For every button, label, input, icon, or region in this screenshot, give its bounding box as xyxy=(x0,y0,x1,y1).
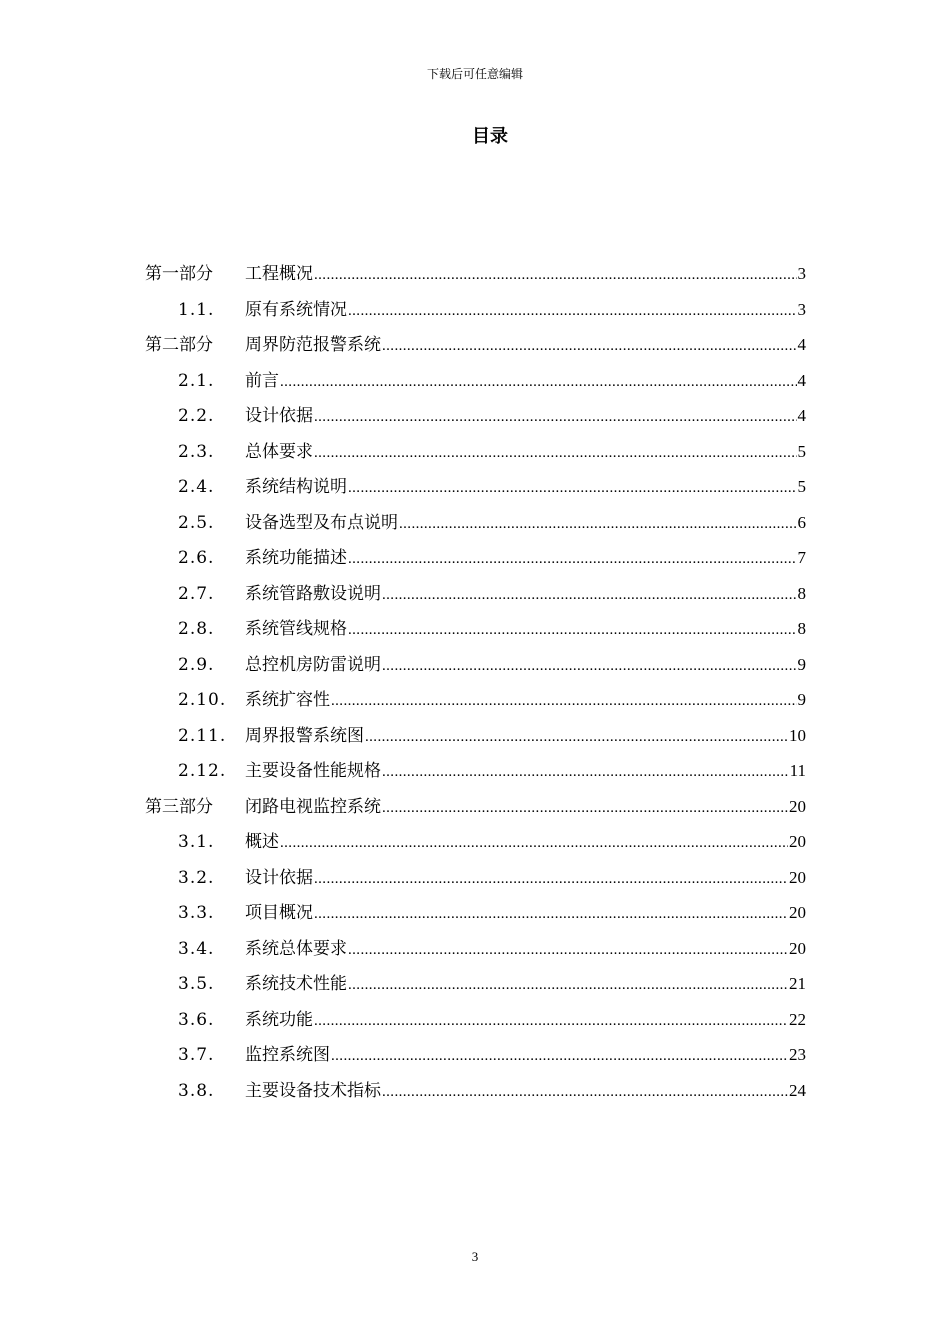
toc-entry-line xyxy=(245,831,806,854)
toc-dot-leader xyxy=(399,513,797,535)
toc-dot-leader xyxy=(382,655,797,677)
toc-entry-page: 4 xyxy=(797,406,806,425)
toc-entry-page: 9 xyxy=(797,654,806,674)
toc-dot-leader xyxy=(280,832,788,854)
table-of-contents xyxy=(0,257,950,1109)
toc-entry-page: 23 xyxy=(789,1045,806,1064)
toc-entry[interactable] xyxy=(0,577,950,613)
toc-entry[interactable] xyxy=(0,1003,950,1039)
toc-entry-page: 9 xyxy=(797,690,806,709)
toc-entry-line xyxy=(245,867,806,890)
toc-entry-page: 3 xyxy=(797,264,806,283)
toc-entry[interactable] xyxy=(0,967,950,1003)
toc-entry-page: 4 xyxy=(797,335,806,354)
toc-entry-number: 2.9. xyxy=(178,654,215,675)
toc-entry-text: 周界报警系统图 xyxy=(245,725,364,746)
toc-entry-number: 3.6. xyxy=(178,1009,215,1030)
toc-entry-line xyxy=(245,1009,806,1032)
toc-entry-line xyxy=(245,902,806,925)
toc-dot-leader xyxy=(382,584,797,606)
toc-entry-text: 概述 xyxy=(245,832,279,852)
toc-entry-line xyxy=(245,689,806,712)
toc-dot-leader xyxy=(348,939,788,961)
toc-entry-line xyxy=(245,263,806,286)
toc-dot-leader xyxy=(314,406,797,428)
toc-entry-page: 20 xyxy=(789,832,806,851)
toc-entry-line xyxy=(245,796,806,819)
toc-entry[interactable] xyxy=(0,896,950,932)
toc-entry-text: 系统功能 xyxy=(245,1009,313,1030)
toc-entry-number: 2.10. xyxy=(178,690,227,710)
toc-dot-leader xyxy=(365,726,788,748)
toc-entry-number: 第一部分 xyxy=(145,264,213,284)
toc-entry-line xyxy=(245,547,806,570)
toc-entry[interactable] xyxy=(0,719,950,755)
toc-entry[interactable] xyxy=(0,293,950,329)
toc-entry-number: 3.8. xyxy=(178,1080,215,1101)
toc-dot-leader xyxy=(314,903,788,925)
toc-entry[interactable] xyxy=(0,861,950,897)
toc-entry-number: 2.8. xyxy=(178,619,215,639)
toc-entry-line xyxy=(245,405,806,428)
toc-entry-line xyxy=(245,725,806,748)
toc-entry[interactable] xyxy=(0,470,950,506)
toc-dot-leader xyxy=(348,300,797,322)
toc-entry-page: 20 xyxy=(789,903,806,922)
toc-entry-text: 设备选型及布点说明 xyxy=(245,512,398,533)
toc-entry-page: 6 xyxy=(797,512,806,532)
toc-dot-leader xyxy=(280,371,797,393)
toc-entry-page: 5 xyxy=(797,477,806,496)
toc-entry-line xyxy=(245,654,806,677)
toc-entry-page: 20 xyxy=(789,938,806,958)
toc-entry-page: 24 xyxy=(789,1080,806,1100)
toc-dot-leader xyxy=(382,797,788,819)
toc-dot-leader xyxy=(348,477,797,499)
toc-entry-number: 2.3. xyxy=(178,441,215,462)
toc-entry[interactable] xyxy=(0,612,950,648)
toc-dot-leader xyxy=(348,619,797,641)
toc-entry-text: 总体要求 xyxy=(245,441,313,462)
toc-entry-line xyxy=(245,583,806,606)
toc-dot-leader xyxy=(382,761,789,783)
toc-dot-leader xyxy=(382,335,797,357)
toc-entry-text: 主要设备技术指标 xyxy=(245,1080,381,1101)
page-number: 3 xyxy=(471,1249,479,1264)
toc-entry-page: 8 xyxy=(797,619,806,638)
toc-entry-number: 第二部分 xyxy=(145,335,213,355)
toc-entry-line xyxy=(245,512,806,535)
toc-entry[interactable] xyxy=(0,364,950,400)
toc-entry-line xyxy=(245,370,806,393)
toc-entry-page: 10 xyxy=(789,725,806,745)
toc-dot-leader xyxy=(314,264,797,286)
toc-dot-leader xyxy=(314,442,797,464)
toc-entry-text: 设计依据 xyxy=(245,406,313,426)
toc-entry-text: 系统结构说明 xyxy=(245,477,347,497)
toc-entry-text: 系统管路敷设说明 xyxy=(245,583,381,604)
toc-entry[interactable] xyxy=(0,1074,950,1110)
toc-entry-line xyxy=(245,1080,806,1103)
toc-entry-number: 2.12. xyxy=(178,761,227,781)
toc-entry-number: 3.7. xyxy=(178,1045,215,1065)
toc-entry[interactable] xyxy=(0,541,950,577)
toc-entry-line xyxy=(245,476,806,499)
toc-entry-text: 系统管线规格 xyxy=(245,619,347,639)
toc-entry-number: 2.7. xyxy=(178,583,215,604)
toc-entry-page: 20 xyxy=(789,796,806,816)
toc-entry-text: 系统总体要求 xyxy=(245,938,347,959)
toc-entry-number: 2.1. xyxy=(178,370,215,391)
toc-entry-text: 系统技术性能 xyxy=(245,974,347,994)
toc-dot-leader xyxy=(382,1081,788,1103)
toc-entry[interactable] xyxy=(0,683,950,719)
toc-entry-page: 11 xyxy=(789,761,806,780)
toc-entry[interactable] xyxy=(0,399,950,435)
toc-entry-page: 5 xyxy=(797,441,806,461)
toc-entry-text: 工程概况 xyxy=(245,264,313,284)
toc-entry-text: 设计依据 xyxy=(245,867,313,888)
toc-entry[interactable] xyxy=(0,932,950,968)
toc-entry-page: 22 xyxy=(789,1009,806,1029)
toc-entry-page: 8 xyxy=(797,583,806,603)
toc-entry-text: 周界防范报警系统 xyxy=(245,335,381,355)
toc-entry-page: 4 xyxy=(797,370,806,390)
toc-entry-line xyxy=(245,618,806,641)
toc-entry-page: 7 xyxy=(797,548,806,567)
toc-entry-page: 21 xyxy=(789,974,806,993)
toc-entry-text: 系统功能描述 xyxy=(245,548,347,568)
toc-entry-number: 1.1. xyxy=(178,299,215,320)
toc-dot-leader xyxy=(348,548,797,570)
toc-entry-line xyxy=(245,1044,806,1067)
toc-entry-line xyxy=(245,441,806,464)
toc-entry-number: 3.3. xyxy=(178,903,215,923)
page-header-note: 下载后可任意编辑 xyxy=(426,67,523,81)
toc-entry-number: 2.6. xyxy=(178,548,215,568)
toc-entry-page: 3 xyxy=(797,299,806,319)
toc-entry-number: 2.2. xyxy=(178,406,215,426)
toc-entry[interactable] xyxy=(0,435,950,471)
toc-entry-text: 主要设备性能规格 xyxy=(245,761,381,781)
toc-entry-text: 原有系统情况 xyxy=(245,299,347,320)
toc-entry-text: 总控机房防雷说明 xyxy=(245,654,381,675)
toc-entry-number: 3.4. xyxy=(178,938,215,959)
toc-entry-page: 20 xyxy=(789,867,806,887)
toc-entry-text: 监控系统图 xyxy=(245,1045,330,1065)
toc-entry-text: 前言 xyxy=(245,370,279,391)
toc-entry-number: 2.5. xyxy=(178,512,215,533)
toc-entry-line xyxy=(245,760,806,783)
toc-entry-line xyxy=(245,299,806,322)
toc-dot-leader xyxy=(331,1045,788,1067)
toc-entry-line xyxy=(245,334,806,357)
toc-entry-number: 第三部分 xyxy=(145,796,213,817)
toc-title: 目录 xyxy=(472,126,508,147)
toc-entry[interactable] xyxy=(0,825,950,861)
toc-entry-number: 3.5. xyxy=(178,974,215,994)
toc-entry-number: 2.4. xyxy=(178,477,215,497)
toc-entry-line xyxy=(245,973,806,996)
toc-entry[interactable] xyxy=(0,328,950,364)
toc-entry-text: 项目概况 xyxy=(245,903,313,923)
toc-dot-leader xyxy=(348,974,788,996)
toc-entry[interactable] xyxy=(0,506,950,542)
toc-entry-text: 闭路电视监控系统 xyxy=(245,796,381,817)
toc-entry[interactable] xyxy=(0,754,950,790)
toc-entry-number: 3.2. xyxy=(178,867,215,888)
toc-dot-leader xyxy=(331,690,797,712)
toc-entry-text: 系统扩容性 xyxy=(245,690,330,710)
toc-dot-leader xyxy=(314,868,788,890)
toc-dot-leader xyxy=(314,1010,788,1032)
toc-entry[interactable] xyxy=(0,790,950,826)
toc-entry[interactable] xyxy=(0,648,950,684)
toc-entry-number: 2.11. xyxy=(178,725,227,746)
toc-entry-line xyxy=(245,938,806,961)
toc-entry[interactable] xyxy=(0,1038,950,1074)
toc-entry-number: 3.1. xyxy=(178,832,215,852)
toc-entry[interactable] xyxy=(0,257,950,293)
